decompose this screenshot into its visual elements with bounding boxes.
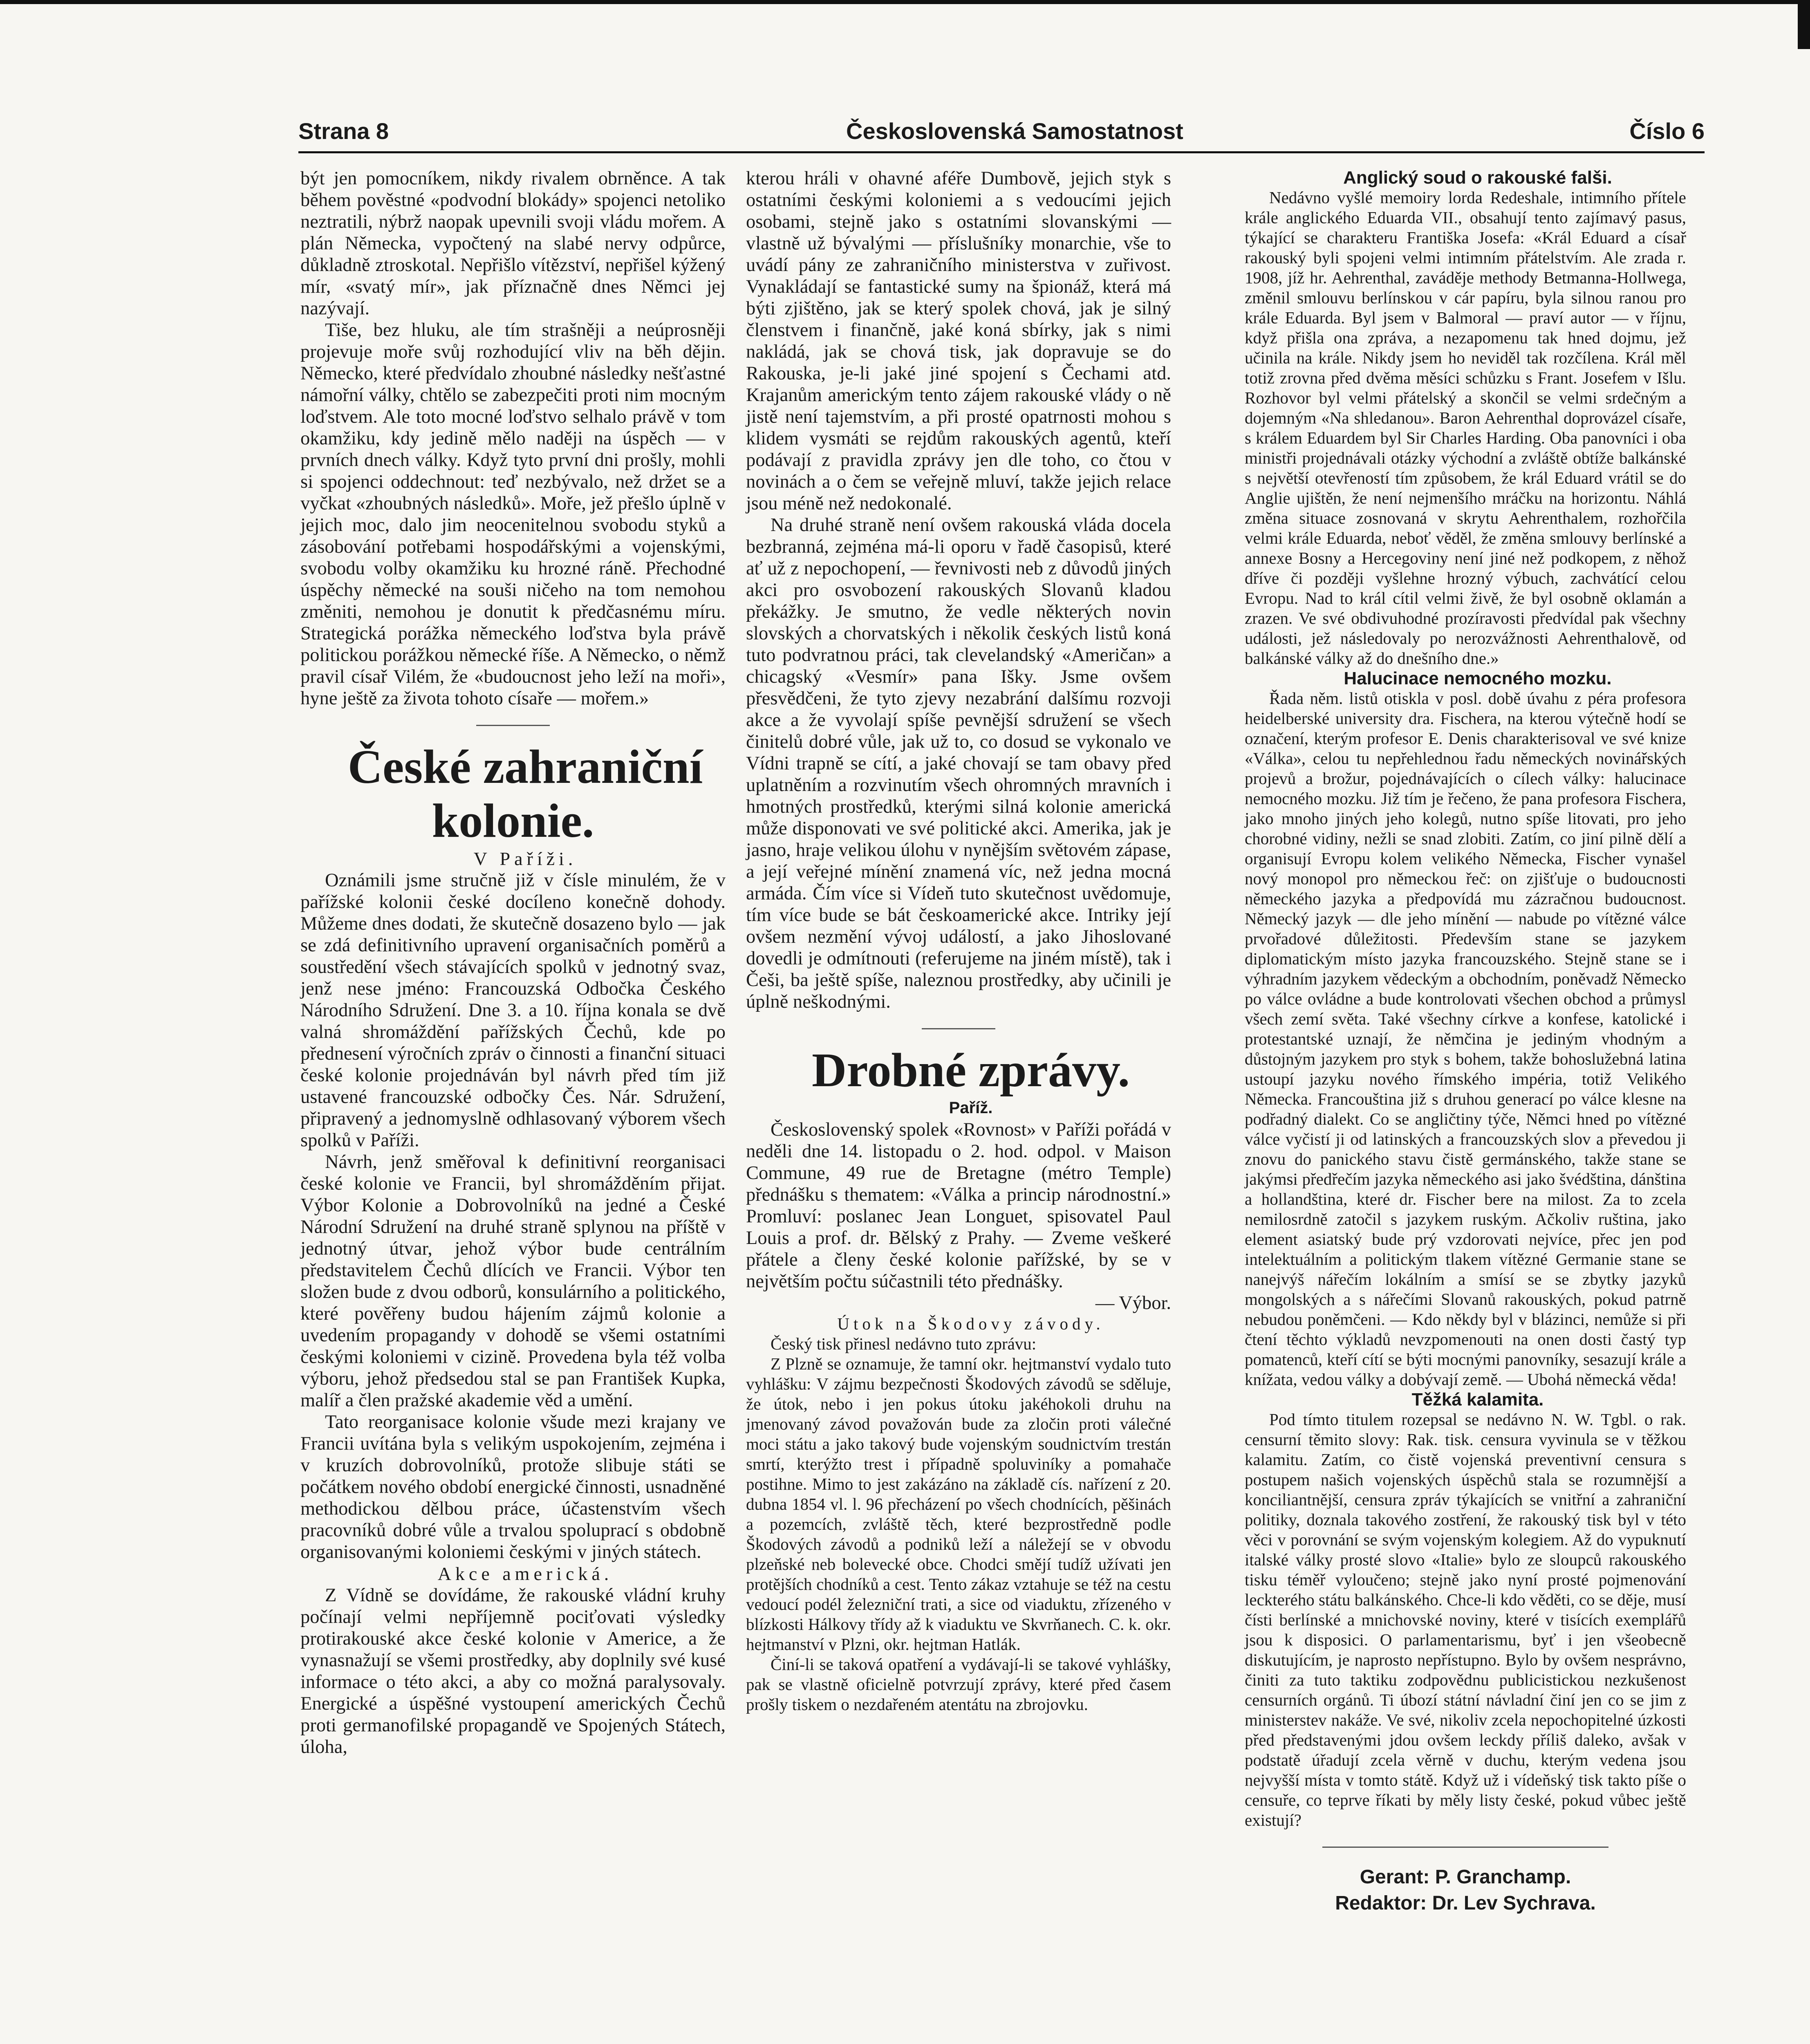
paragraph: Tiše, bez hluku, ale tím strašněji a neúprosněji projevuje moře svůj rozhodující vliv na běh dějin. Německo, které předvídalo zhoubné následky nešťastné námořní války, chtělo se zabezpečiti proti nim mocným loďstvem. Ale toto mocné loďstvo selhalo právě v tom okamžiku, kdy jedině mělo naději na úspěch — v prvních dnech války. Když tyto první dni prošly, mohli si spojenci oddechnout: teď nezbývalo, než držet se a vyčkat «zhoubných následků». Moře, jež přešlo úplně v jejich moc, dalo jim neocenitelnou svobodu styků a zásobování potřebami hospodářskými a vojenskými, svobodu volby okamžiku ku hrozné ráně. Přechodné úspěchy německé na souši ničeho na tom nemohou změniti, nemohou je donutit k předčasnému míru. Strategická porážka německého loďstva byla právě politickou porážkou německé říše. A Německo, o němž pravil císař Vilém, že «budoucnost jeho leží na moři», hyne ještě za života tohoto císaře — mořem.» (300, 320, 726, 709)
subheading-american-action: Akce americká. (437, 1563, 613, 1584)
paragraph: Z Plzně se oznamuje, že tamní okr. hejtmanství vydalo tuto vyhlášku: V zájmu bezpečnosti Škodových závodů se sděluje, že útok, nebo i jen pokus útoku jakéhokoli druhu na jmenovaný závod považován bude za zločin proti válečné moci státu a jako takový bude vojenským soudnictvím trestán smrtí, kterýžto trest i případně spoluviníky a pomahače postihne. Mimo to jest zakázáno na základě cís. nařízení z 20. dubna 1854 vl. l. 96 přecházení po všech chodnících, pěšinách a pozemcích, zvláště těch, které bezprostředně podle Škodových závodů a podniků leží a náležejí se v obvodu plzeňské neb bolevecké obce. Chodci smějí tudíž užívati jen protějších chodníků a cest. Tento zákaz vztahuje se též na cestu vedoucí podél železniční trati, a sice od viaduktu, zřízeného v blízkosti Hálkovy třídy až k viaduktu ve Skvrňanech. C. k. okr. hejtmanství v Plzni, okr. hejtman Hatlák. (746, 1354, 1171, 1654)
column-1 (300, 168, 726, 1758)
page-header (298, 118, 1705, 150)
article-separator (922, 1028, 995, 1029)
column-2 (746, 168, 1171, 1715)
paragraph: Z Vídně se dovídáme, že rakouské vládní kruhy počínají velmi nepříjemně pociťovati výsledky protirakouské akce české kolonie v Americe, a že vynasnažují se všemi prostředky, aby doplnily své kusé informace o této akci, a aby co možná paralysovaly. Energické a úspěšné vystoupení amerických Čechů proti germanofilské propagandě ve Spojených Státech, úloha, (300, 1585, 726, 1757)
headline-colonies: České zahraniční kolonie. (347, 740, 703, 847)
page-corner-mark (1798, 0, 1810, 49)
paragraph: Činí-li se taková opatření a vydávají-li se takové vyhlášky, pak se vlastně oficielně potvrzují zprávy, které před časem prošly tiskem o nezdařeném atentátu na zbrojovku. (746, 1655, 1171, 1714)
article-separator (476, 725, 550, 726)
paragraph: Návrh, jenž směřoval k definitivní reorganisaci české kolonie ve Francii, byl shromážděním přijat. Výbor Kolonie a Dobrovolníků na jedné a České Národní Sdružení na druhé straně splynou na příště v jednotný útvar, jehož výbor bude centrálním představitelem Čechů dlících ve Francii. Výbor ten složen bude z dvou odborů, konsulárního a politického, které pověřeny budou hájením zájmů kolonie a uvedením propagandy v dohodě se všemi ostatními českými koloniemi v cizině. Provedena byla též volba výboru, jehož předsedou stal se pan František Kupka, malíř a člen pražské akademie věd a umění. (300, 1152, 726, 1411)
dateline-paris: V Paříži. (473, 848, 577, 869)
paragraph: Nedávno vyšlé memoiry lorda Redeshale, intimního přítele krále anglického Eduarda VII., obsahují tento zajímavý pasus, týkající se charakteru Františka Josefa: «Král Eduard a císař rakouský byli spojeni velmi intimním přátelstvím. Ale zrada r. 1908, jíž hr. Aehrenthal, zaváděje methody Betmanna-Hollwega, změnil smlouvu berlínskou v cár papíru, byla silnou ranou pro krále Eduarda. Byl jsem v Balmoral — praví autor — v říjnu, když přišla ona zpráva, a nezapomenu tak hned dojmu, jež učinila na krále. Nikdy jsem ho neviděl tak rozčílena. Král měl totiž zrovna před dvěma měsíci schůzku s Frant. Josefem v Išlu. Rozhovor byl velmi přátelský a skončil se velmi srdečným a dojemným «Na shledanou». Baron Aehrenthal doprovázel císaře, s králem Eduardem byl Sir Charles Harding. Oba panovníci i oba ministři projednávali otázky východní a zvláště obtíže balkánské s největší otevřeností tím způsobem, že král Eduard vrátil se do Anglie ujištěn, že není nejmenšího mráčku na horizontu. Náhlá změna situace zosnovaná v skrytu Aehrenthalem, rozhořčila velmi krále Eduarda, neboť věděl, že změna smlouvy berlínské a annexe Bosny a Hercegoviny není jiné než podkopem, z něhož dříve či později vyšlehne hrozný výbuch, zachvátící celou Evropu. Nad to král cítil velmi živě, že byl osobně oklamán a zrazen. Ve své obdivuhodné prozíravosti předvídal pak všechny události, jež následovaly po nerozvážnosti Aehrenthalově, od balkánské války až do dnešního dne.» (1245, 188, 1686, 668)
dateline-paris: Paříž. (949, 1099, 993, 1117)
article-continuation: kterou hráli v ohavné aféře Dumbově, jejich styk s ostatními českými koloniemi a s vedoucími jejich osobami, stejně jako s ostatními slovanskými — vlastně už bývalými — příslušníky monarchie, vše to uvádí pány ze zahraničního ministerstva v zuřivost. Vynakládají se fantastické sumy na špionáž, která má býti zjištěno, jak se který spolek chová, jak je silný členstvem i finančně, jaké koná sbírky, jak s nimi nakládá, jak se chová tisk, jak dopravuje se do Rakouska, je-li jaké jiné spojení s Čechami atd. Krajanům americkým tento zájem rakouské vlády o ně jistě není tajemstvím, a při prosté opatrnosti mohou s klidem vysmáti se rejdům rakouských agentů, kteří podávají z pravidla zprávy jen dle toho, co čtou v novinách a o čem se veřejně mluví, takže jejich relace jsou méně než nedokonalé. (746, 168, 1171, 514)
masthead-title: Československá Samostatnost (846, 118, 1183, 144)
footer-rule (1322, 1847, 1608, 1848)
paragraph: Pod tímto titulem rozepsal se nedávno N. W. Tgbl. o rak. censurní těmito slovy: Rak. tisk. censura vyvinula se v těžkou kalamitu. Zatím, co čistě vojenská preventivní censura s postupem našich vojenských úspěchů stala se rozumnější a konciliantnější, censura zpráv týkajících se vnitřní a zahraniční politiky, doznala takového zostření, že rakouský tisk byl v této věci v porovnání se svým vojenským kolegiem. Až do vypuknutí italské války prosté slovo «Italie» bylo ze sloupců rakouského tisku téměř vyloučeno; stejně jako nyní prosté pojmenování leckterého státu balkánského. Chce-li kdo věděti, co se děje, musí čísti berlínské a mnichovské noviny, které v tisících exemplářů jsou k disposici. O parlamentarismu, byť i jen všeobecně diskutujícím, je naprosto nepřístupno. Bylo by ovšem nesprávno, činiti za tuto taktiku zodpovědnu publicistickou nezkušenost censurních orgánů. Ti úbozí státní návladní činí jen co se jim z ministerstev nakáže. Ve své, nikoliv zcela nepochopitelné úzkosti před představenými jdou ovšem leckdy příliš daleko, avšak v podstatě úřadují zcela věrně v duchu, kterým vedena jsou nejvyšší místa v tomto státě. Když už i vídeňský tisk takto píše o censuře, co teprve říkati by měly listy české, pokud vůbec ještě existují? (1245, 1410, 1686, 1829)
column-3 (1245, 168, 1686, 1916)
heading-calamity: Těžká kalamita. (1411, 1390, 1544, 1410)
issue-number: Číslo 6 (1629, 118, 1705, 144)
signature: — Výbor. (1095, 1293, 1171, 1313)
editor-line: Redaktor: Dr. Lev Sychrava. (1335, 1892, 1596, 1914)
page-top-border (0, 0, 1810, 4)
paragraph: Tato reorganisace kolonie všude mezi krajany ve Francii uvítána byla s velikým uspokojením, zejména i v kruzích dobrovolníků, protože slibuje státi se počátkem nového období energické činnosti, usnadněné methodickou dělbou práce, účastenstvím všech pracovníků dobré vůle a trvalou spoluprací s obdobně organisovanými koloniemi českými v jiných státech. (300, 1412, 726, 1562)
paragraph: Český tisk přinesl nedávno tuto zprávu: (771, 1334, 1037, 1353)
paragraph: Československý spolek «Rovnost» v Paříži pořádá v neděli dne 14. listopadu o 2. hod. odpol. v Maison Commune, 49 rue de Bretagne (métro Temple) přednášku s thematem: «Válka a princip národnostní.» Promluví: poslanec Jean Longuet, spisovatel Paul Louis a prof. dr. Bělský z Prahy. — Zveme veškeré přátele a členy české kolonie pařížské, by se v největším počtu súčastnili této přednášky. (746, 1119, 1171, 1292)
paragraph: Řada něm. listů otiskla v posl. době úvahu z péra profesora heidelberské university dra. Fischera, na kterou výtečně hodí se označení, kterým profesor E. Denis charakterisoval ve své knize «Válka», celou tu nepřehlednou řadu německých novinářských projevů a brožur, pojednávajících o cílech války: halucinace nemocného mozku. Již tím je řečeno, že pana profesora Fischera, jako mnoho jiných jeho kolegů, nutno spíše litovati, pro jeho chorobné vidiny, nežli se snad zlobiti. Zatím, co jiní pilně dělí a organisují Evropu kolem velikého Německa, Fischer vynašel nový monopol pro německou řeč: on zjišťuje o budoucnosti německého jazyka a předpovídá mu zázračnou budoucnost. Německý jazyk — dle jeho mínění — nabude po vítězné válce prvořadové důležitosti. Především stane se jazykem diplomatickým místo jazyka francouzského. Stejně stane se i výhradním jazykem vědeckým a obchodním, poněvadž Německo po válce ovládne a bude kontrolovati všechen obchod a průmysl všech zemí světa. Také všechny církve a konfese, katolické i protestantské uznají, že němčina je jediným vhodným a důstojným jazykem pro styk s bohem, takže bohoslužebná latina ustoupí jazyku nového římského impéria, totiž Velikého Německa. Francouština již s druhou generací po válce klesne na podřadný dialekt. Co se angličtiny týče, Němci hned po vítězné válce vyčistí ji od latinských a francouzských slov a převedou ji znovu do panického stavu čistě germánského, takže stane se jakýmsi předřečím jazyka německého asi jako švédština, dánština a hollandština, které dr. Fischer bere na milost. Za to zcela nemilosrdně zatočil s jazykem ruským. Ačkoliv ruština, jako element asiatský bude prý vzdorovati nejvíce, přec jen pod intelektuálním a politickým tlakem vítězné Germanie stane se nanejvýš nářečím lokálním a smísí se se zbytky jazyků mongolských a s nářečími Slovanů rakouských, pokud patrně nebudou poněmčeni. — Kdo někdy byl v blázinci, nemůže si při čtení těchto výkladů nevzpomenouti na onen dosti častý typ pomatenců, kteří cítí se býti mocnými panovníky, sesazují krále a knížata, vedou války a dobývají země. — Ubohá německá věda! (1245, 689, 1686, 1389)
subheading-skoda: Útok na Škodovy závody. (837, 1314, 1104, 1333)
paragraph: Oznámili jsme stručně již v čísle minulém, že v pařížské kolonii české docíleno konečně dohody. Můžeme dnes dodati, že skutečně dosazeno bylo — jak se zdá definitivního upravení organisačních poměrů a soustředění všech stávajících spolků v jednotný svaz, jenž nese jméno: Francouzská Odbočka Českého Národního Sdružení. Dne 3. a 10. října konala se dvě valná shromáždění pařížských Čechů, kde po přednesení výročních zpráv o činnosti a finanční situaci české kolonie projednáván byl návrh před tím již ustavené francouzské odbočky Čes. Nár. Sdružení, připravený a jednomyslně odhlasovaný výborem všech spolků v Paříži. (300, 870, 726, 1151)
headline-short-news: Drobné zprávy. (812, 1043, 1130, 1097)
paragraph: Na druhé straně není ovšem rakouská vláda docela bezbranná, zejména má-li oporu v řadě časopisů, které ať už z nepochopení, — řevnivosti neb z důvodů jiných akci pro osvobození rakouských Slovanů kladou překážky. Je smutno, že vedle některých novin slovských a chorvatských i několik českých listů koná tuto podvratnou práci, tak clevelandský «Američan» a chicagský «Vesmír» pana Išky. Jsme ovšem přesvědčeni, že tyto zjevy nezabrání dalšímu rozvoji akce a že vyvolají spíše pevnější sdružení se všech činitelů dobré vůle, jak už to, co dosud se vykonalo ve Vídni trapně se cítí, a jaké chovají se tam obavy před uplatněním a rozvinutím všech ohromných mravních i hmotných prostředků, kterými silná kolonie americká může disponovati ve své politické akci. Amerika, jak je jasno, hraje velikou úlohu v nynějším světovém zápase, a její veřejné mínění znamená víc, než jedna mocná armáda. Čím více si Vídeň tuto skutečnost uvědomuje, tím více bude se bát českoamerické akce. Intriky její ovšem nezmění vývoj událostí, a jako Jihoslované dovedli je odmítnouti (referujeme na jiném místě), tak i Češi, ba ještě spíše, naleznou prostředky, aby učinili je úplně neškodnými. (746, 515, 1171, 1012)
header-rule (298, 151, 1705, 153)
credits (1245, 1864, 1686, 1916)
page-number: Strana 8 (298, 118, 389, 144)
article-continuation: být jen pomocníkem, nikdy rivalem obrněnce. A tak během pověstné «podvodní blokády» spojenci netoliko neztratili, nýbrž naopak upevnili svoji vládu mořem. A plán Německa, vypočtený na slabé nervy odpůrce, důkladně ztroskotal. Nepřišlo vítězství, nepřišel kýžený mír, «svatý mír», jak příznačně dnes Němci jej nazývají. (300, 168, 726, 319)
gerant-line: Gerant: P. Granchamp. (1360, 1866, 1571, 1888)
heading-hallucinations: Halucinace nemocného mozku. (1344, 668, 1612, 688)
heading-english-verdict: Anglický soud o rakouské falši. (1343, 168, 1612, 188)
